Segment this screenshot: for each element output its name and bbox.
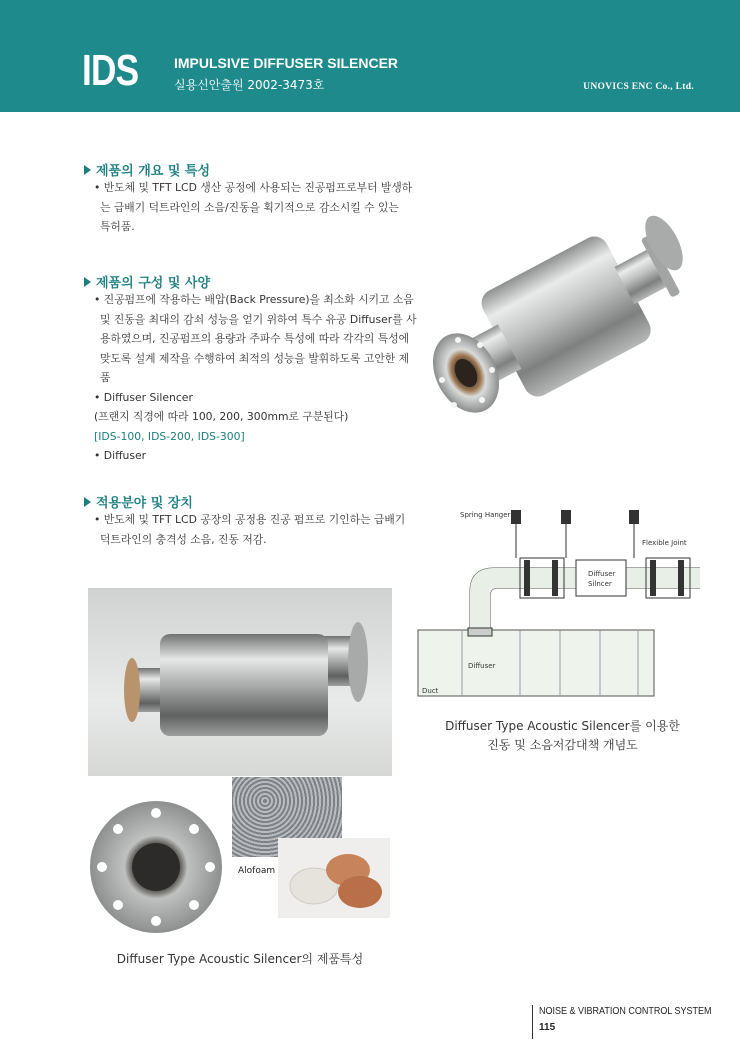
product-code: IDS xyxy=(82,46,139,95)
silencer-photo xyxy=(88,588,392,776)
section-application-title: 적용분야 및 장치 xyxy=(84,492,193,511)
section-spec-text: • 진공펌프에 작용하는 배압(Back Pressure)을 최소화 시키고 소음 및 진동을 최대의 감쇠 성능을 얻기 위하여 특수 유공 Diffuser를 사 용하였으며, 진공펌프의 용량과 주파수 특성에 따라 각각의 특성에 맞도록 설계 제작을 수행하여 최적의 성능을 발휘하도록 고안한 제 품 • Diffuser Silencer (프랜지 직경에 따라 100, 200, 300mm로 구분된다) [IDS-100, IDS-200, IDS-300] • Diffuser xyxy=(94,293,417,462)
label-flexible-joint: Flexible Joint xyxy=(642,539,687,547)
section-arrow-icon xyxy=(84,165,91,175)
diagram-caption: Diffuser Type Acoustic Silencer를 이용한 진동 및 소음저감대책 개념도 xyxy=(445,719,680,752)
footer-system-name: NOISE & VIBRATION CONTROL SYSTEM xyxy=(539,1006,712,1017)
label-diffuser: Diffuser xyxy=(468,662,496,670)
silencer-product-image xyxy=(432,205,694,430)
flange-photo xyxy=(86,795,226,940)
photos-caption: Diffuser Type Acoustic Silencer의 제품특성 xyxy=(116,952,364,966)
section-application-text: • 반도체 및 TFT LCD 공장의 공정용 진공 펌프로 기인하는 급배기 덕트라인의 충격성 소음, 진동 저감. xyxy=(94,513,406,546)
footer-divider xyxy=(532,1005,533,1039)
label-diffuser-silencer-2: Silncer xyxy=(588,580,612,588)
label-duct: Duct xyxy=(422,687,439,695)
product-title: IMPULSIVE DIFFUSER SILENCER xyxy=(174,55,399,71)
section-spec-title: 제품의 구성 및 사양 xyxy=(84,272,210,291)
label-diffuser-silencer-1: Diffuser xyxy=(588,570,616,578)
alofoam-samples-photo xyxy=(278,838,390,918)
alofoam-samples-drawing xyxy=(278,838,390,918)
section-overview-title: 제품의 개요 및 특성 xyxy=(84,160,210,179)
silencer-installation-diagram xyxy=(410,500,715,710)
page-header xyxy=(0,0,740,112)
page-number: 115 xyxy=(539,1022,556,1033)
section-arrow-icon xyxy=(84,277,91,287)
silencer-photo-drawing xyxy=(88,588,392,776)
company-name: UNOVICS ENC Co., Ltd. xyxy=(583,82,694,92)
section-arrow-icon xyxy=(84,497,91,507)
alofoam-label: Alofoam xyxy=(238,866,276,876)
section-overview-text: • 반도체 및 TFT LCD 생산 공정에 사용되는 진공펌프로부터 발생하 는 급배기 덕트라인의 소음/진동을 획기적으로 감소시킬 수 있는 특허품. xyxy=(94,181,413,233)
label-spring-hanger: Spring Hanger xyxy=(460,511,511,519)
patent-number: 실용신안출원 2002-3473호 xyxy=(174,78,325,92)
